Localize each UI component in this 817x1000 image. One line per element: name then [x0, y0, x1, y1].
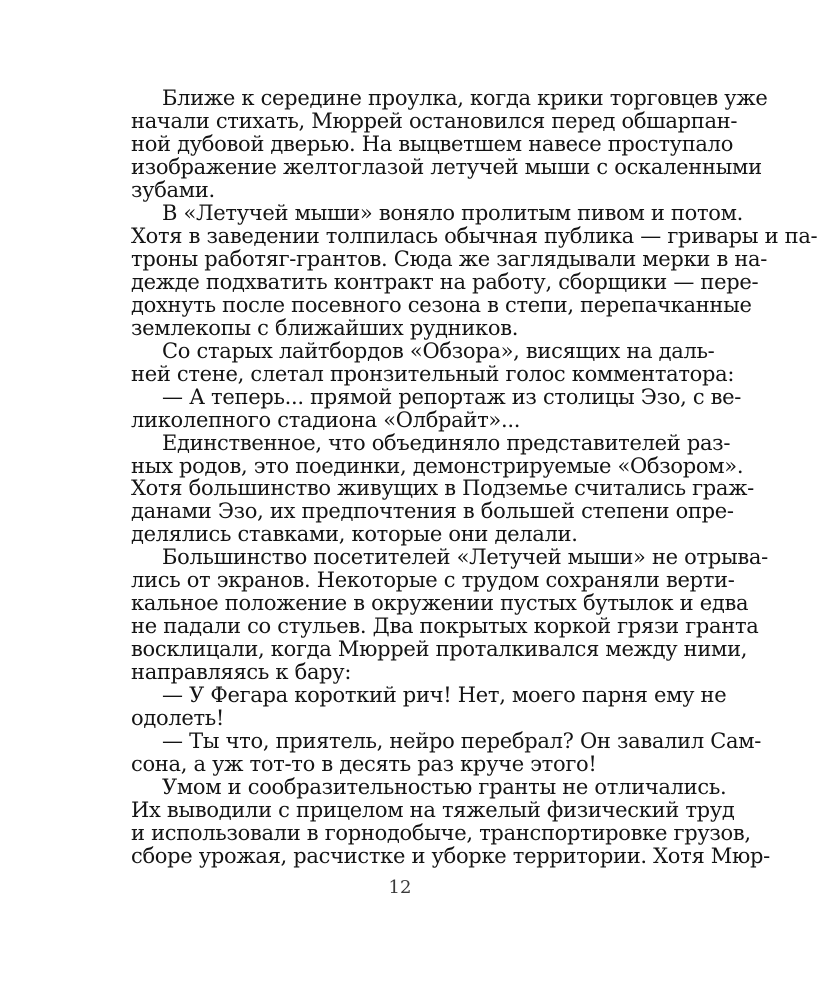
text-line: Хотя большинство живущих в Подземье считались граж-	[131, 476, 754, 500]
text-line: Ближе к середине проулка, когда крики торговцев уже	[162, 86, 768, 110]
text-line: ных родов, это поединки, демонстрируемые «Обзором».	[131, 454, 744, 478]
text-line: зубами.	[131, 178, 215, 202]
text-line: изображение желтоглазой летучей мыши с оскаленными	[131, 155, 762, 179]
text-line: дохнуть после посевного сезона в степи, перепачканные	[131, 293, 752, 317]
text-line: Большинство посетителей «Летучей мыши» не отрыва-	[162, 545, 768, 569]
text-line: Со старых лайтбордов «Обзора», висящих на даль-	[162, 339, 715, 363]
text-line: — Ты что, приятель, нейро перебрал? Он завалил Сам-	[162, 729, 762, 753]
text-line: ней стене, слетал пронзительный голос комментатора:	[131, 362, 735, 386]
text-line: Хотя в заведении толпилась обычная публика — гривары и па-	[131, 224, 817, 248]
text-line: ной дубовой дверью. На выцветшем навесе проступало	[131, 132, 734, 156]
text-line: данами Эзо, их предпочтения в большей степени опре-	[131, 499, 734, 523]
text-line: не падали со стульев. Два покрытых коркой грязи гранта	[131, 614, 759, 638]
text-line: лись от экранов. Некоторые с трудом сохраняли верти-	[131, 568, 735, 592]
text-line: землекопы с ближайших рудников.	[131, 316, 519, 340]
text-line: кальное положение в окружении пустых бутылок и едва	[131, 591, 749, 615]
text-line: начали стихать, Мюррей остановился перед обшарпан-	[131, 109, 738, 133]
text-line: троны работяг-грантов. Сюда же заглядывали мерки в на-	[131, 247, 768, 271]
text-line: одолеть!	[131, 706, 225, 730]
text-line: Умом и сообразительностью гранты не отличались.	[162, 775, 727, 799]
text-line: и использовали в горнодобыче, транспортировке грузов,	[131, 821, 751, 845]
text-line: восклицали, когда Мюррей проталкивался между ними,	[131, 637, 748, 661]
text-line: делялись ставками, которые они делали.	[131, 522, 578, 546]
text-line: сона, а уж тот-то в десять раз круче этого!	[131, 752, 597, 776]
text-line: сборе урожая, расчистке и уборке территории. Хотя Мюр-	[131, 844, 770, 868]
text-line: — А теперь... прямой репортаж из столицы Эзо, с ве-	[162, 385, 742, 409]
text-line: — У Фегара короткий рич! Нет, моего парня ему не	[162, 683, 727, 707]
text-line: направляясь к бару:	[131, 660, 352, 684]
text-line: ликолепного стадиона «Олбрайт»...	[131, 408, 521, 432]
text-line: Единственное, что объединяло представителей раз-	[162, 431, 731, 455]
page-number: 12	[388, 877, 412, 898]
text-line: Их выводили с прицелом на тяжелый физический труд	[131, 798, 735, 822]
text-line: дежде подхватить контракт на работу, сборщики — пере-	[131, 270, 759, 294]
text-line: В «Летучей мыши» воняло пролитым пивом и потом.	[162, 201, 744, 225]
